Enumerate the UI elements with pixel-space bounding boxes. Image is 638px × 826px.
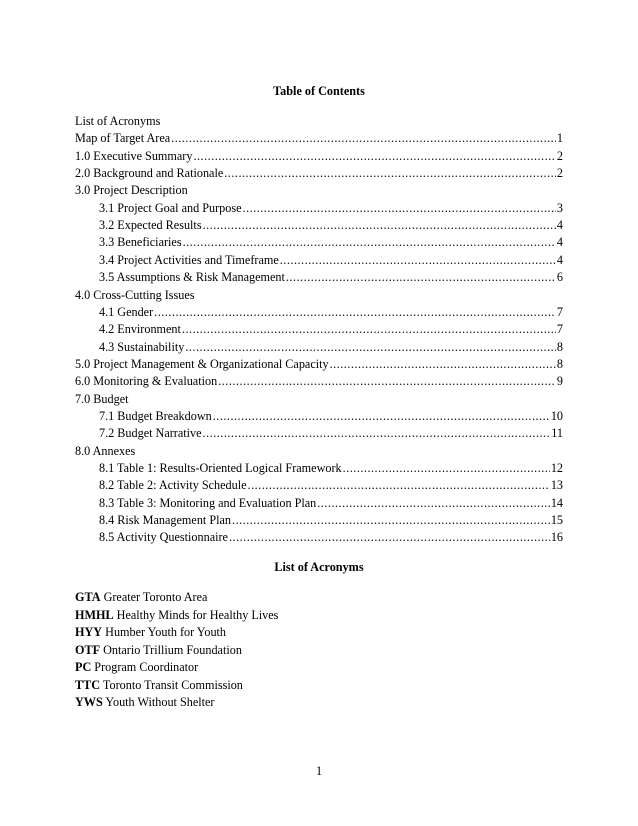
toc-entry-page: 8 (556, 339, 563, 354)
toc-entry-title: 7.2 Budget Narrative (99, 426, 202, 441)
toc-entry-page: 6 (556, 270, 563, 285)
toc-entry-page: 13 (550, 478, 563, 493)
toc-entry[interactable] (99, 408, 563, 424)
toc-entry-page: 14 (550, 495, 563, 510)
toc-entry[interactable] (75, 356, 563, 372)
toc-entry-title: 8.1 Table 1: Results-Oriented Logical Framework (99, 461, 342, 475)
toc-entry-page: 3 (556, 200, 563, 215)
toc-entry-title: 1.0 Executive Summary (75, 148, 193, 163)
toc-dot-leader (243, 200, 556, 216)
acronym-meaning: Youth Without Shelter (105, 695, 215, 709)
toc-entry-page: 11 (551, 426, 563, 441)
toc-list-of-acronyms[interactable]: List of Acronyms (75, 114, 161, 128)
toc-dot-leader (185, 339, 556, 355)
toc-entry[interactable] (99, 495, 563, 511)
acronym-row (75, 642, 242, 658)
acronyms-heading: List of Acronyms (274, 560, 364, 574)
toc-entry-page: 4 (556, 218, 563, 233)
toc-dot-leader (286, 269, 556, 285)
toc-entry[interactable] (75, 148, 563, 164)
toc-dot-leader (343, 460, 550, 476)
toc-entry-page: 2 (556, 166, 563, 181)
toc-entry-title: 6.0 Monitoring & Evaluation (75, 374, 218, 389)
toc-entry-title: 8.3 Table 3: Monitoring and Evaluation Plan (99, 495, 317, 510)
acronym-abbr: TTC (75, 677, 101, 692)
acronym-abbr: HMHL (75, 607, 114, 622)
page-number: 1 (315, 764, 323, 778)
toc-entry[interactable] (99, 529, 563, 545)
toc-entry[interactable] (99, 234, 563, 250)
acronym-row (75, 659, 198, 675)
toc-entry[interactable] (99, 252, 563, 268)
toc-entry-page: 4 (556, 252, 563, 267)
acronym-abbr: PC (75, 660, 92, 674)
acronym-meaning: Humber Youth for Youth (105, 625, 227, 639)
toc-entry-title: 3.2 Expected Results (99, 218, 202, 233)
acronym-row (75, 589, 207, 605)
toc-dot-leader (218, 373, 556, 389)
toc-dot-leader (232, 512, 550, 528)
toc-entry[interactable] (75, 165, 563, 181)
toc-entry-title: 3.5 Assumptions & Risk Management (99, 270, 285, 285)
toc-entry-title: 8.2 Table 2: Activity Schedule (99, 478, 247, 493)
toc-section-heading[interactable]: 8.0 Annexes (75, 443, 136, 458)
toc-entry-title: 8.4 Risk Management Plan (99, 513, 232, 528)
toc-entry-page: 9 (556, 374, 563, 389)
acronym-row (75, 607, 278, 623)
toc-entry-page: 10 (550, 408, 563, 423)
toc-section-heading[interactable]: 4.0 Cross-Cutting Issues (75, 287, 195, 302)
toc-entry-page: 7 (556, 322, 563, 337)
toc-entry-page: 7 (556, 304, 563, 319)
toc-dot-leader (229, 529, 550, 545)
toc-entry-title: 4.3 Sustainability (99, 339, 185, 354)
toc-entry[interactable] (99, 217, 563, 233)
toc-entry[interactable] (99, 304, 563, 320)
acronym-row (75, 624, 226, 640)
toc-entry-title: 3.1 Project Goal and Purpose (99, 200, 242, 215)
toc-entry-title: 2.0 Background and Rationale (75, 166, 224, 181)
toc-entry-title: 7.1 Budget Breakdown (99, 408, 212, 423)
acronym-row (75, 694, 215, 710)
toc-entry[interactable] (99, 321, 563, 337)
acronym-row (75, 677, 243, 693)
toc-dot-leader (203, 425, 551, 441)
acronym-meaning: Toronto Transit Commission (102, 677, 243, 692)
toc-entry-page: 4 (556, 235, 563, 250)
toc-dot-leader (330, 356, 556, 372)
toc-dot-leader (203, 217, 556, 233)
toc-dot-leader (182, 321, 556, 337)
toc-entry[interactable] (99, 339, 563, 355)
toc-entry[interactable] (99, 460, 563, 476)
toc-entry[interactable] (99, 477, 563, 493)
toc-dot-leader (171, 130, 556, 146)
toc-section-heading[interactable]: 7.0 Budget (75, 391, 129, 406)
toc-entry[interactable] (75, 373, 563, 389)
toc-dot-leader (193, 148, 555, 164)
acronym-abbr: HYY (75, 625, 103, 639)
toc-entry-title: Map of Target Area (75, 131, 171, 146)
acronym-meaning: Greater Toronto Area (103, 590, 208, 604)
toc-entry-page: 16 (550, 530, 563, 545)
toc-dot-leader (183, 234, 556, 250)
toc-entry-title: 4.1 Gender (99, 304, 154, 319)
toc-entry[interactable] (99, 200, 563, 216)
toc-entry-title: 5.0 Project Management & Organizational Capacity (75, 356, 329, 371)
acronym-abbr: YWS (75, 695, 103, 709)
toc-entry[interactable] (99, 425, 563, 441)
toc-entry-page: 2 (556, 148, 563, 163)
toc-entry-page: 1 (556, 131, 563, 146)
toc-entry-title: 3.4 Project Activities and Timeframe (99, 252, 279, 267)
toc-heading: Table of Contents (273, 84, 365, 98)
acronym-abbr: OTF (75, 642, 101, 657)
toc-section-heading[interactable]: 3.0 Project Description (75, 183, 188, 198)
acronym-meaning: Healthy Minds for Healthy Lives (116, 607, 279, 622)
toc-dot-leader (280, 252, 556, 268)
toc-dot-leader (224, 165, 556, 181)
toc-entry-title: 3.3 Beneficiaries (99, 235, 182, 250)
toc-dot-leader (154, 304, 556, 320)
toc-entry-title: 8.5 Activity Questionnaire (99, 530, 228, 545)
toc-entry-title: 4.2 Environment (99, 322, 181, 337)
acronym-meaning: Ontario Trillium Foundation (103, 642, 242, 657)
toc-entry-page: 15 (550, 513, 563, 528)
toc-entry[interactable] (75, 130, 563, 146)
toc-entry[interactable] (99, 269, 563, 285)
toc-entry-page: 12 (550, 461, 563, 475)
toc-entry-page: 8 (556, 356, 563, 371)
toc-dot-leader (248, 477, 550, 493)
acronym-meaning: Program Coordinator (94, 660, 199, 674)
toc-entry[interactable] (99, 512, 563, 528)
acronym-abbr: GTA (75, 590, 101, 604)
toc-dot-leader (213, 408, 550, 424)
toc-dot-leader (317, 495, 550, 511)
